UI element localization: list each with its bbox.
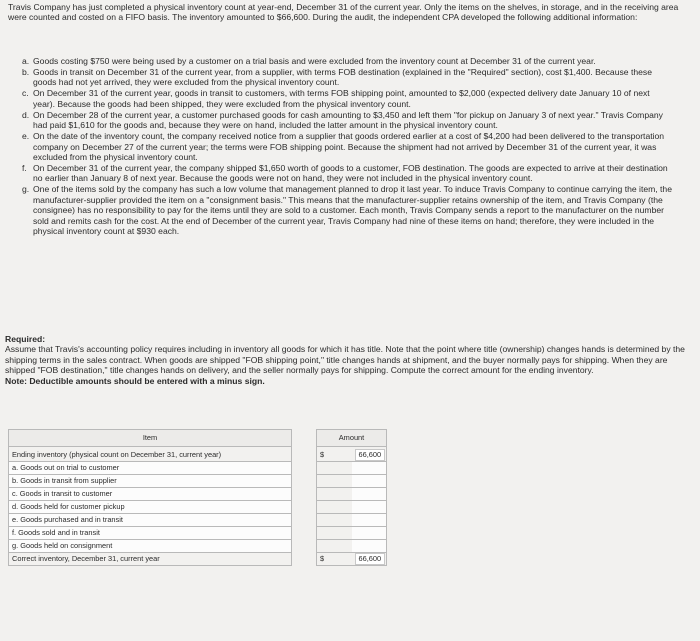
- table-row: [9, 540, 387, 553]
- dollar-sign: [317, 540, 352, 553]
- dollar-sign: $: [317, 447, 352, 462]
- list-item: [22, 131, 672, 162]
- amount-cell: [352, 447, 387, 462]
- dollar-sign: $: [317, 553, 352, 566]
- dollar-sign: [317, 514, 352, 527]
- list-item: [22, 110, 672, 131]
- amount-input[interactable]: [352, 488, 387, 501]
- amount-cell: [352, 553, 387, 566]
- total-value: 66,600: [355, 553, 386, 565]
- item-letter: a.: [22, 56, 30, 66]
- amount-input[interactable]: [352, 527, 387, 540]
- inventory-table: [8, 429, 387, 566]
- item-text: On December 28 of the current year, a customer purchased goods for cash amounting to $3,450 and left them "for pickup on January 3 of next year." Travis Company had paid $1,610 for the goods and, because they were on hand, included the latter amount in the physical inventory count.: [33, 109, 663, 131]
- list-item: [22, 163, 672, 184]
- item-letter: g.: [22, 184, 30, 195]
- problem-intro: [8, 2, 694, 23]
- table-row: [9, 527, 387, 540]
- required-heading: Required:: [5, 334, 46, 344]
- item-letter: d.: [22, 109, 30, 120]
- item-text: On December 31 of the current year, goods in transit to customers, with terms FOB shipping point, amounted to $2,000 (expected delivery date January 10 of next year). Because the goods had been shipped, they were excluded from the physical inventory count.: [33, 88, 650, 109]
- column-gap: [292, 540, 317, 553]
- column-gap: [292, 527, 317, 540]
- row-label-input[interactable]: e. Goods purchased and in transit: [9, 514, 292, 527]
- required-section: [5, 334, 693, 386]
- table-header-row: [9, 430, 387, 447]
- column-gap: [292, 501, 317, 514]
- table-row: [9, 514, 387, 527]
- column-gap: [292, 488, 317, 501]
- item-text: On December 31 of the current year, the company shipped $1,650 worth of goods to a customer, FOB destination. The goods are expected to arrive at their destination no earlier than January 8 of next year. Because the goods were not on hand, they were not included in the physical inventory count.: [33, 163, 668, 184]
- dollar-sign: [317, 488, 352, 501]
- row-label-input[interactable]: f. Goods sold and in transit: [9, 527, 292, 540]
- row-label-input[interactable]: a. Goods out on trial to customer: [9, 462, 292, 475]
- column-gap: [292, 514, 317, 527]
- dollar-sign: [317, 462, 352, 475]
- dollar-sign: [317, 501, 352, 514]
- row-label-input[interactable]: c. Goods in transit to customer: [9, 488, 292, 501]
- item-letter: f.: [22, 163, 27, 174]
- dollar-sign: [317, 527, 352, 540]
- row-label: Correct inventory, December 31, current year: [9, 553, 292, 566]
- dollar-sign: [317, 475, 352, 488]
- row-label-input[interactable]: d. Goods held for customer pickup: [9, 501, 292, 514]
- table-row: [9, 501, 387, 514]
- item-text: On the date of the inventory count, the company received notice from a supplier that goods ordered earlier at a cost of $4,200 had been delivered to the transportation company on December 27 of the current year; the terms were FOB shipping point. Because the shipment had not arrived by December 31 of the current year, it was excluded from the physical inventory count.: [33, 131, 665, 163]
- required-body: Assume that Travis's accounting policy requires including in inventory all goods for which it has title. Note that the point where title (ownership) changes hands is determined by the shipping terms in the sales contract. When goods are shipped "FOB shipping point," title changes hands at shipment, and the buyer normally pays for shipping. When they are shipped "FOB destination," title changes hands on delivery, and the seller normally pays for shipping. Compute the correct amount for the ending inventory.: [5, 344, 685, 376]
- additional-info-list: [22, 56, 672, 237]
- item-text: Goods costing $750 were being used by a customer on a trial basis and were excluded from the inventory count at December 31 of the current year.: [33, 56, 596, 66]
- column-gap: [292, 553, 317, 566]
- table-row: [9, 447, 387, 462]
- column-gap: [292, 430, 317, 447]
- amount-input[interactable]: [352, 540, 387, 553]
- item-letter: b.: [22, 67, 30, 77]
- amount-input[interactable]: [352, 501, 387, 514]
- item-text: One of the items sold by the company has such a low volume that management planned to drop it last year. To induce Travis Company to continue carrying the item, the manufacturer-supplier provided the item on a "consignment basis." This means that the manufacturer-supplier retains ownership of the item, and Travis Company (the consignee) has no responsibility to pay for the items until they are sold to a customer. Each month, Travis Company sends a report to the manufacturer on the number sold and remits cash for the cost. At the end of December of the current year, Travis Company had nine of these items on hand; therefore, they were included in the physical inventory count at $930 each.: [33, 184, 672, 237]
- item-letter: e.: [22, 131, 30, 142]
- table-row: [9, 488, 387, 501]
- header-amount: Amount: [317, 430, 387, 447]
- column-gap: [292, 475, 317, 488]
- list-item: [22, 67, 672, 88]
- amount-input[interactable]: [352, 462, 387, 475]
- table-row: [9, 462, 387, 475]
- header-item: Item: [9, 430, 292, 447]
- column-gap: [292, 462, 317, 475]
- required-note: Note: Deductible amounts should be entered with a minus sign.: [5, 375, 265, 386]
- list-item: [22, 56, 672, 66]
- column-gap: [292, 447, 317, 462]
- intro-text: Travis Company has just completed a physical inventory count at year-end, December 31 of the current year. Only the items on the shelves, in storage, and in the receiving area were counted and costed on a FIFO basis. The inventory amounted to $66,600. During the audit, the independent CPA developed the following additional information:: [8, 2, 679, 23]
- row-label-input[interactable]: b. Goods in transit from supplier: [9, 475, 292, 488]
- item-text: Goods in transit on December 31 of the current year, from a supplier, with terms FOB destination (explained in the "Required" section), cost $1,400. Because these goods had not yet arrived, they were excluded from the physical inventory count.: [33, 67, 652, 88]
- amount-input[interactable]: [352, 475, 387, 488]
- amount-input[interactable]: [352, 514, 387, 527]
- list-item: [22, 88, 672, 109]
- list-item: [22, 184, 672, 236]
- row-label: Ending inventory (physical count on December 31, current year): [9, 447, 292, 462]
- table-row-total: [9, 553, 387, 566]
- row-label-input[interactable]: g. Goods held on consignment: [9, 540, 292, 553]
- table-row: [9, 475, 387, 488]
- amount-value: 66,600: [355, 449, 386, 461]
- item-letter: c.: [22, 88, 29, 99]
